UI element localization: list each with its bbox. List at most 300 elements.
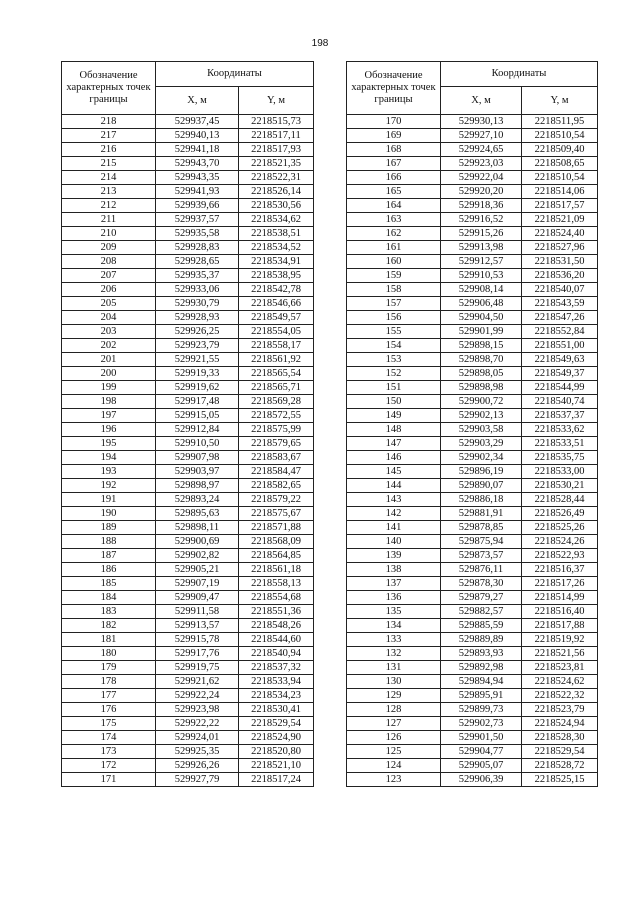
point-number-cell: 151 [347, 381, 441, 395]
point-number-cell: 200 [62, 367, 156, 381]
point-number-cell: 156 [347, 311, 441, 325]
point-number-cell: 160 [347, 255, 441, 269]
point-number-cell: 205 [62, 297, 156, 311]
x-coordinate-cell: 529922,24 [156, 689, 239, 703]
x-coordinate-cell: 529919,75 [156, 661, 239, 675]
table-row [62, 339, 314, 353]
x-coordinate-cell: 529913,57 [156, 619, 239, 633]
x-coordinate-cell: 529902,34 [441, 451, 522, 465]
table-row [62, 675, 314, 689]
point-number-cell: 143 [347, 493, 441, 507]
table-row [347, 129, 598, 143]
table-row [62, 535, 314, 549]
point-number-cell: 213 [62, 185, 156, 199]
x-coordinate-cell: 529879,27 [441, 591, 522, 605]
point-number-cell: 209 [62, 241, 156, 255]
x-coordinate-cell: 529928,65 [156, 255, 239, 269]
table-row [62, 647, 314, 661]
table-row [62, 157, 314, 171]
table-row [62, 367, 314, 381]
x-coordinate-cell: 529886,18 [441, 493, 522, 507]
y-coordinate-cell: 2218521,10 [239, 759, 314, 773]
y-coordinate-cell: 2218514,99 [522, 591, 598, 605]
y-coordinate-cell: 2218551,00 [522, 339, 598, 353]
point-number-cell: 193 [62, 465, 156, 479]
y-coordinate-cell: 2218510,54 [522, 171, 598, 185]
point-number-cell: 144 [347, 479, 441, 493]
y-coordinate-cell: 2218517,24 [239, 773, 314, 787]
y-coordinate-cell: 2218558,13 [239, 577, 314, 591]
table-row [62, 241, 314, 255]
y-coordinate-cell: 2218534,52 [239, 241, 314, 255]
table-row [62, 689, 314, 703]
table-row [62, 129, 314, 143]
x-coordinate-cell: 529899,73 [441, 703, 522, 717]
x-coordinate-cell: 529927,79 [156, 773, 239, 787]
y-coordinate-cell: 2218521,35 [239, 157, 314, 171]
y-coordinate-cell: 2218517,26 [522, 577, 598, 591]
table-row [347, 171, 598, 185]
y-coordinate-cell: 2218536,20 [522, 269, 598, 283]
x-coordinate-cell: 529921,55 [156, 353, 239, 367]
point-number-cell: 142 [347, 507, 441, 521]
table-row [347, 115, 598, 129]
table-row [347, 227, 598, 241]
y-coordinate-cell: 2218554,68 [239, 591, 314, 605]
y-coordinate-cell: 2218537,37 [522, 409, 598, 423]
table-row [62, 479, 314, 493]
x-coordinate-cell: 529878,85 [441, 521, 522, 535]
x-coordinate-cell: 529907,98 [156, 451, 239, 465]
x-coordinate-cell: 529926,26 [156, 759, 239, 773]
point-number-cell: 146 [347, 451, 441, 465]
table-row [347, 521, 598, 535]
point-number-cell: 199 [62, 381, 156, 395]
table-row [347, 717, 598, 731]
x-coordinate-cell: 529921,62 [156, 675, 239, 689]
table-row [62, 395, 314, 409]
table-row [347, 577, 598, 591]
x-coordinate-cell: 529919,33 [156, 367, 239, 381]
point-number-cell: 184 [62, 591, 156, 605]
y-coordinate-cell: 2218542,78 [239, 283, 314, 297]
y-coordinate-cell: 2218526,49 [522, 507, 598, 521]
x-header: X, м [156, 87, 239, 115]
y-coordinate-cell: 2218520,80 [239, 745, 314, 759]
table-row [62, 171, 314, 185]
y-coordinate-cell: 2218538,95 [239, 269, 314, 283]
x-coordinate-cell: 529875,94 [441, 535, 522, 549]
table-row [347, 661, 598, 675]
table-row [347, 367, 598, 381]
point-number-cell: 153 [347, 353, 441, 367]
table-row [347, 381, 598, 395]
table-row [347, 311, 598, 325]
y-coordinate-cell: 2218565,71 [239, 381, 314, 395]
x-coordinate-cell: 529902,13 [441, 409, 522, 423]
y-coordinate-cell: 2218524,94 [522, 717, 598, 731]
table-row [347, 507, 598, 521]
table-row [62, 703, 314, 717]
point-number-cell: 174 [62, 731, 156, 745]
y-coordinate-cell: 2218527,96 [522, 241, 598, 255]
y-coordinate-cell: 2218549,37 [522, 367, 598, 381]
table-row [347, 255, 598, 269]
left-table-body [62, 115, 314, 787]
y-coordinate-cell: 2218517,88 [522, 619, 598, 633]
y-coordinate-cell: 2218529,54 [522, 745, 598, 759]
point-number-cell: 137 [347, 577, 441, 591]
y-coordinate-cell: 2218517,11 [239, 129, 314, 143]
table-row [347, 423, 598, 437]
point-number-cell: 185 [62, 577, 156, 591]
y-coordinate-cell: 2218544,99 [522, 381, 598, 395]
x-coordinate-cell: 529905,07 [441, 759, 522, 773]
point-number-cell: 123 [347, 773, 441, 787]
point-number-cell: 178 [62, 675, 156, 689]
page-number: 198 [311, 38, 329, 49]
table-row [347, 605, 598, 619]
point-number-cell: 180 [62, 647, 156, 661]
x-coordinate-cell: 529939,66 [156, 199, 239, 213]
point-number-cell: 210 [62, 227, 156, 241]
point-number-cell: 134 [347, 619, 441, 633]
x-coordinate-cell: 529906,48 [441, 297, 522, 311]
y-coordinate-cell: 2218583,67 [239, 451, 314, 465]
point-number-cell: 197 [62, 409, 156, 423]
x-coordinate-cell: 529933,06 [156, 283, 239, 297]
table-row [62, 577, 314, 591]
y-coordinate-cell: 2218523,81 [522, 661, 598, 675]
table-row [347, 549, 598, 563]
table-row [347, 157, 598, 171]
x-coordinate-cell: 529923,03 [441, 157, 522, 171]
x-coordinate-cell: 529895,91 [441, 689, 522, 703]
table-row [347, 731, 598, 745]
y-coordinate-cell: 2218533,51 [522, 437, 598, 451]
y-coordinate-cell: 2218533,00 [522, 465, 598, 479]
point-number-cell: 181 [62, 633, 156, 647]
y-coordinate-cell: 2218546,66 [239, 297, 314, 311]
y-coordinate-cell: 2218537,32 [239, 661, 314, 675]
table-row [347, 759, 598, 773]
x-coordinate-cell: 529898,70 [441, 353, 522, 367]
x-coordinate-cell: 529898,97 [156, 479, 239, 493]
x-coordinate-cell: 529926,25 [156, 325, 239, 339]
y-coordinate-cell: 2218548,26 [239, 619, 314, 633]
y-coordinate-cell: 2218530,56 [239, 199, 314, 213]
y-coordinate-cell: 2218524,90 [239, 731, 314, 745]
x-coordinate-cell: 529893,24 [156, 493, 239, 507]
x-coordinate-cell: 529918,36 [441, 199, 522, 213]
y-coordinate-cell: 2218579,65 [239, 437, 314, 451]
y-coordinate-cell: 2218561,18 [239, 563, 314, 577]
table-row [62, 773, 314, 787]
y-coordinate-cell: 2218554,05 [239, 325, 314, 339]
y-coordinate-cell: 2218552,84 [522, 325, 598, 339]
table-row [62, 297, 314, 311]
y-coordinate-cell: 2218517,93 [239, 143, 314, 157]
x-coordinate-cell: 529903,29 [441, 437, 522, 451]
coordinates-header: Координаты [156, 62, 314, 87]
point-number-cell: 129 [347, 689, 441, 703]
y-coordinate-cell: 2218579,22 [239, 493, 314, 507]
table-row [62, 269, 314, 283]
x-coordinate-cell: 529900,69 [156, 535, 239, 549]
y-coordinate-cell: 2218538,51 [239, 227, 314, 241]
point-number-cell: 127 [347, 717, 441, 731]
y-coordinate-cell: 2218519,92 [522, 633, 598, 647]
table-row [62, 227, 314, 241]
x-coordinate-cell: 529902,73 [441, 717, 522, 731]
table-row [347, 633, 598, 647]
x-coordinate-cell: 529878,30 [441, 577, 522, 591]
x-coordinate-cell: 529898,11 [156, 521, 239, 535]
point-number-cell: 192 [62, 479, 156, 493]
point-number-cell: 152 [347, 367, 441, 381]
table-row [62, 213, 314, 227]
table-row [347, 745, 598, 759]
y-coordinate-cell: 2218565,54 [239, 367, 314, 381]
x-coordinate-cell: 529885,59 [441, 619, 522, 633]
x-coordinate-cell: 529937,45 [156, 115, 239, 129]
y-coordinate-cell: 2218571,88 [239, 521, 314, 535]
table-row [347, 395, 598, 409]
table-row [62, 759, 314, 773]
y-coordinate-cell: 2218528,44 [522, 493, 598, 507]
x-coordinate-cell: 529901,99 [441, 325, 522, 339]
point-number-cell: 176 [62, 703, 156, 717]
point-number-cell: 165 [347, 185, 441, 199]
x-coordinate-cell: 529908,14 [441, 283, 522, 297]
y-coordinate-cell: 2218530,21 [522, 479, 598, 493]
point-number-cell: 138 [347, 563, 441, 577]
x-coordinate-cell: 529873,57 [441, 549, 522, 563]
point-number-cell: 211 [62, 213, 156, 227]
x-coordinate-cell: 529922,04 [441, 171, 522, 185]
point-number-cell: 182 [62, 619, 156, 633]
y-coordinate-cell: 2218526,14 [239, 185, 314, 199]
point-number-cell: 148 [347, 423, 441, 437]
x-coordinate-cell: 529923,98 [156, 703, 239, 717]
x-coordinate-cell: 529910,53 [441, 269, 522, 283]
y-coordinate-cell: 2218522,93 [522, 549, 598, 563]
point-number-cell: 128 [347, 703, 441, 717]
table-row [347, 479, 598, 493]
right-table-body [347, 115, 598, 787]
point-number-cell: 217 [62, 129, 156, 143]
point-number-cell: 126 [347, 731, 441, 745]
point-number-cell: 147 [347, 437, 441, 451]
x-coordinate-cell: 529893,93 [441, 647, 522, 661]
table-row [62, 717, 314, 731]
table-row [347, 353, 598, 367]
point-number-cell: 170 [347, 115, 441, 129]
table-row [347, 143, 598, 157]
point-number-cell: 198 [62, 395, 156, 409]
x-coordinate-cell: 529917,76 [156, 647, 239, 661]
point-number-cell: 154 [347, 339, 441, 353]
y-coordinate-cell: 2218516,37 [522, 563, 598, 577]
y-coordinate-cell: 2218534,23 [239, 689, 314, 703]
x-coordinate-cell: 529915,26 [441, 227, 522, 241]
y-coordinate-cell: 2218522,32 [522, 689, 598, 703]
table-row [62, 199, 314, 213]
y-coordinate-cell: 2218584,47 [239, 465, 314, 479]
point-number-cell: 133 [347, 633, 441, 647]
point-number-cell: 169 [347, 129, 441, 143]
x-coordinate-cell: 529909,47 [156, 591, 239, 605]
x-coordinate-cell: 529943,35 [156, 171, 239, 185]
table-row [347, 409, 598, 423]
table-row [62, 255, 314, 269]
point-number-cell: 124 [347, 759, 441, 773]
point-number-cell: 202 [62, 339, 156, 353]
y-coordinate-cell: 2218534,91 [239, 255, 314, 269]
point-number-cell: 163 [347, 213, 441, 227]
x-coordinate-cell: 529924,65 [441, 143, 522, 157]
y-coordinate-cell: 2218516,40 [522, 605, 598, 619]
x-coordinate-cell: 529911,58 [156, 605, 239, 619]
x-coordinate-cell: 529917,48 [156, 395, 239, 409]
table-row [62, 283, 314, 297]
y-coordinate-cell: 2218531,50 [522, 255, 598, 269]
table-row [62, 493, 314, 507]
x-coordinate-cell: 529937,57 [156, 213, 239, 227]
x-coordinate-cell: 529892,98 [441, 661, 522, 675]
point-number-cell: 140 [347, 535, 441, 549]
point-number-cell: 218 [62, 115, 156, 129]
x-coordinate-cell: 529930,79 [156, 297, 239, 311]
x-coordinate-cell: 529903,97 [156, 465, 239, 479]
x-coordinate-cell: 529896,19 [441, 465, 522, 479]
table-row [347, 185, 598, 199]
table-row [347, 241, 598, 255]
x-coordinate-cell: 529906,39 [441, 773, 522, 787]
y-coordinate-cell: 2218515,73 [239, 115, 314, 129]
x-coordinate-cell: 529898,05 [441, 367, 522, 381]
table-row [347, 451, 598, 465]
coordinates-table-right [346, 61, 598, 787]
x-coordinate-cell: 529901,50 [441, 731, 522, 745]
table-row [62, 619, 314, 633]
table-row [62, 507, 314, 521]
x-coordinate-cell: 529890,07 [441, 479, 522, 493]
point-number-cell: 141 [347, 521, 441, 535]
table-row [62, 633, 314, 647]
point-number-cell: 206 [62, 283, 156, 297]
x-coordinate-cell: 529905,21 [156, 563, 239, 577]
point-number-cell: 155 [347, 325, 441, 339]
x-coordinate-cell: 529889,89 [441, 633, 522, 647]
point-number-cell: 145 [347, 465, 441, 479]
x-coordinate-cell: 529912,57 [441, 255, 522, 269]
point-number-cell: 194 [62, 451, 156, 465]
x-coordinate-cell: 529915,78 [156, 633, 239, 647]
x-header: X, м [441, 87, 522, 115]
point-number-cell: 172 [62, 759, 156, 773]
point-number-cell: 171 [62, 773, 156, 787]
point-number-cell: 149 [347, 409, 441, 423]
x-coordinate-cell: 529940,13 [156, 129, 239, 143]
y-coordinate-cell: 2218540,74 [522, 395, 598, 409]
point-number-cell: 190 [62, 507, 156, 521]
x-coordinate-cell: 529912,84 [156, 423, 239, 437]
point-number-cell: 196 [62, 423, 156, 437]
table-row [62, 563, 314, 577]
point-number-cell: 173 [62, 745, 156, 759]
y-coordinate-cell: 2218564,85 [239, 549, 314, 563]
table-row [347, 213, 598, 227]
x-coordinate-cell: 529925,35 [156, 745, 239, 759]
point-number-cell: 161 [347, 241, 441, 255]
y-coordinate-cell: 2218575,99 [239, 423, 314, 437]
table-row [62, 185, 314, 199]
x-coordinate-cell: 529943,70 [156, 157, 239, 171]
x-coordinate-cell: 529919,62 [156, 381, 239, 395]
y-coordinate-cell: 2218509,40 [522, 143, 598, 157]
point-number-cell: 168 [347, 143, 441, 157]
point-number-cell: 158 [347, 283, 441, 297]
y-coordinate-cell: 2218533,62 [522, 423, 598, 437]
x-coordinate-cell: 529935,58 [156, 227, 239, 241]
x-coordinate-cell: 529935,37 [156, 269, 239, 283]
x-coordinate-cell: 529910,50 [156, 437, 239, 451]
table-row [347, 269, 598, 283]
table-row [347, 283, 598, 297]
table-row [347, 647, 598, 661]
y-coordinate-cell: 2218529,54 [239, 717, 314, 731]
point-number-cell: 187 [62, 549, 156, 563]
x-coordinate-cell: 529904,50 [441, 311, 522, 325]
point-number-cell: 207 [62, 269, 156, 283]
point-number-cell: 167 [347, 157, 441, 171]
point-number-cell: 216 [62, 143, 156, 157]
table-row [347, 619, 598, 633]
y-coordinate-cell: 2218533,94 [239, 675, 314, 689]
y-coordinate-cell: 2218517,57 [522, 199, 598, 213]
x-coordinate-cell: 529915,05 [156, 409, 239, 423]
x-coordinate-cell: 529941,18 [156, 143, 239, 157]
table-row [62, 661, 314, 675]
table-row [347, 339, 598, 353]
point-number-cell: 203 [62, 325, 156, 339]
point-number-cell: 166 [347, 171, 441, 185]
coordinates-table-left [61, 61, 314, 787]
table-row [62, 325, 314, 339]
point-number-cell: 201 [62, 353, 156, 367]
x-coordinate-cell: 529881,91 [441, 507, 522, 521]
point-number-cell: 208 [62, 255, 156, 269]
y-coordinate-cell: 2218524,62 [522, 675, 598, 689]
table-row [347, 563, 598, 577]
y-coordinate-cell: 2218549,57 [239, 311, 314, 325]
point-number-cell: 175 [62, 717, 156, 731]
x-coordinate-cell: 529928,93 [156, 311, 239, 325]
point-number-cell: 125 [347, 745, 441, 759]
y-coordinate-cell: 2218528,72 [522, 759, 598, 773]
y-coordinate-cell: 2218540,94 [239, 647, 314, 661]
x-coordinate-cell: 529923,79 [156, 339, 239, 353]
x-coordinate-cell: 529882,57 [441, 605, 522, 619]
point-number-cell: 130 [347, 675, 441, 689]
point-number-cell: 183 [62, 605, 156, 619]
point-number-cell: 215 [62, 157, 156, 171]
table-row [347, 703, 598, 717]
table-row [62, 465, 314, 479]
table-row [62, 409, 314, 423]
x-coordinate-cell: 529903,58 [441, 423, 522, 437]
